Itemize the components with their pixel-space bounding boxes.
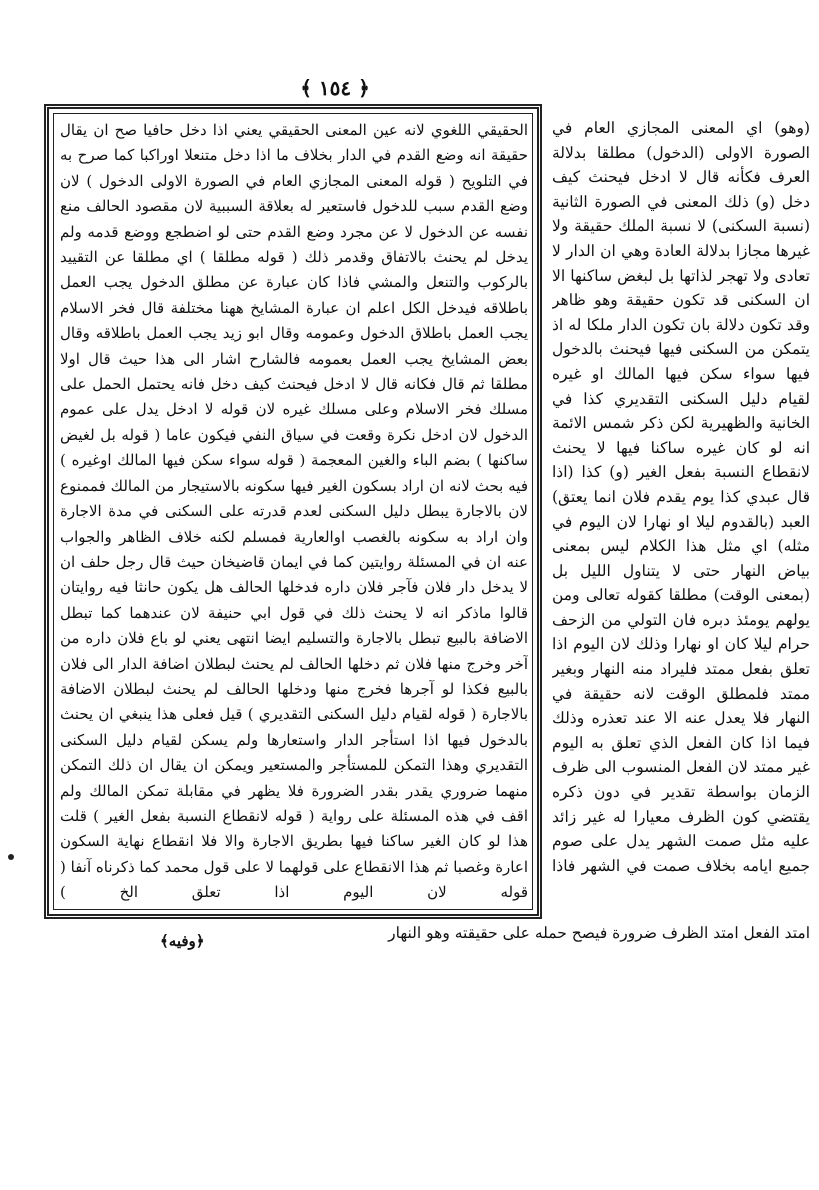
commentary-text (60, 118, 528, 918)
margin-dot (8, 854, 14, 860)
catchword: ﴿وفيه﴾ (160, 932, 205, 950)
bottom-line: امتد الفعل امتد الظرف ضرورة فيصح حمله على حقيقته وهو النهار (388, 924, 810, 942)
main-text (552, 116, 810, 896)
main-text-paragraph: (وهو) اي المعنى المجازي العام في الصورة الاولى (الدخول) مطلقا بدلالة العرف فكأنه قال لا ادخل فيحنث كيف دخل (و) ذلك المعنى في الصورة الثانية (نسبة السكنى) لا نسبة الملك حقيقة ولا غيرها مجازا بدلالة العادة وهي ان الدار لا تعادى ولا تهجر لذاتها بل لبغض ساكنها الا ان السكنى قد تكون حقيقة وهو ظاهر وقد تكون دلالة بان تكون الدار ملكا له اذ يتمكن من السكنى فيها فيحنث بالدخول فيها سواء سكن فيها المالك او غيره لقيام دليل السكنى التقديري كذا في الخانية والظهيرية لكن ذكر شمس الائمة انه لو كان غيره ساكنا فيها لا يحنث لانقطاع النسبة بفعل الغير (و) كذا (اذا قال عبدي كذا يوم يقدم فلان انما يعتق) العبد (بالقدوم ليلا او نهارا لان اليوم في مثله) اي مثل هذا الكلام ليس بمعنى بياض النهار حتى لا يتناول الليل بل (بمعنى الوقت) مطلقا كقوله تعالى ومن يولهم يومئذ دبره فان التولي من الزحف حرام ليلا كان او نهارا وذلك لان اليوم اذا تعلق بفعل ممتد فليراد منه النهار وبغير ممتد فلمطلق الوقت لانه حقيقة في النهار فلا يعدل عنه الا عند تعذره وذلك فيما اذا كان الفعل الذي تعلق به اليوم غير ممتد لان الفعل المنسوب الى ظرف الزمان بواسطة تقدير في دون ذكره يقتضي كون الظرف معيارا له غير زائد عليه مثل صمت الشهر يدل على صوم جميع ايامه بخلاف صمت في الشهر فاذا (552, 119, 810, 875)
page-number: ﴿ ١٥٤ ﴾ (300, 76, 370, 100)
commentary-paragraph: الحقيقي اللغوي لانه عين المعنى الحقيقي يعني اذا دخل حافيا صح ان يقال حقيقة انه وضع القدم في الدار بخلاف ما اذا دخل متنعلا اوراكبا كما صرح به في التلويح ( قوله المعنى المجازي العام في الصورة الاولى الدخول ) لان وضع القدم سبب للدخول فاستعير له بعلاقة السببية لان مقصود الحالف منع نفسه عن الدخول لا عن مجرد وضع القدم حتى لو اضطجع ووضع قدمه ولم يدخل لم يحنث بالاتفاق وقدمر ذلك ( قوله مطلقا ) اي مطلقا عن التقييد بالركوب والتنعل والمشي فاذا كان عبارة عن مطلق الدخول يجب العمل باطلاقه فيدخل الكل اعلم ان عبارة المشايخ ههنا مختلفة قال فخر الاسلام يجب العمل باطلاق الدخول وعمومه وقال ابو زيد يجب العمل باطلاقه وقال بعض المشايخ يجب العمل بعمومه فالشارح اشار الى هذا حيث قال اولا مطلقا ثم قال فكانه قال لا ادخل فيحنث كيف دخل فانه يحتمل الحمل على مسلك فخر الاسلام وعلى مسلك غيره لان قوله لا ادخل يدل على عموم الدخول لان ادخل نكرة وقعت في سياق النفي فيكون عاما ( قوله بل لغيض ساكنها ) بضم الباء والغين المعجمة ( قوله سواء سكن فيها المالك اوغيره ) فيه بحث لانه ان اراد بسكون الغير فيها سكونه بالاستيجار من المالك فممنوع لان بالاجارة يبطل دليل السكنى لعدم قدرته على السكنى في مدة الاجارة وان اراد به سكونه بالغصب اوالعارية فمسلم لكنه خلاف الظاهر والجواب عنه ان في المسئلة روايتين كما في ايمان قاضيخان حيث قال رجل حلف ان لا يدخل دار فلان فآجر فلان داره فدخلها الحالف هل يكون حانثا فيه روايتان قالوا ماذكر انه لا يحنث ذلك في قول ابي حنيفة لان عندهما كما تبطل الاضافة بالبيع تبطل بالاجارة والتسليم ايضا انتهى يعني لو باع فلان داره من آخر وخرج منها فلان ثم دخلها الحالف لم يحنث لبطلان اضافة الدار الى فلان بالبيع فكذا لو آجرها فخرج منها ودخلها الحالف لم يحنث لبطلان الاضافة بالاجارة ( قوله لقيام دليل السكنى التقديري ) قيل فعلى هذا ينبغي ان يحنث بالدخول فيها اذا استأجر الدار واستعارها ولم يسكن لقيام دليل السكنى التقديري وهذا التمكن للمستأجر والمستعير ويمكن ان يقال ان ذلك التمكن منهما ضروري يقدر بقدر الضرورة فلا يظهر في مقابلة تمكن المالك ولم اقف في هذه المسئلة على رواية ( قوله لانقطاع النسبة بفعل الغير ) قلت هذا لو كان الغير ساكنا فيها بطريق الاجارة والا فلا انقطاع نهاية السكون اعارة وغصبا ثم هذا الانقطاع على قولهما لا على قول محمد كما ذكرناه آنفا ( قوله لان اليوم اذا تعلق الخ ) (60, 121, 528, 902)
